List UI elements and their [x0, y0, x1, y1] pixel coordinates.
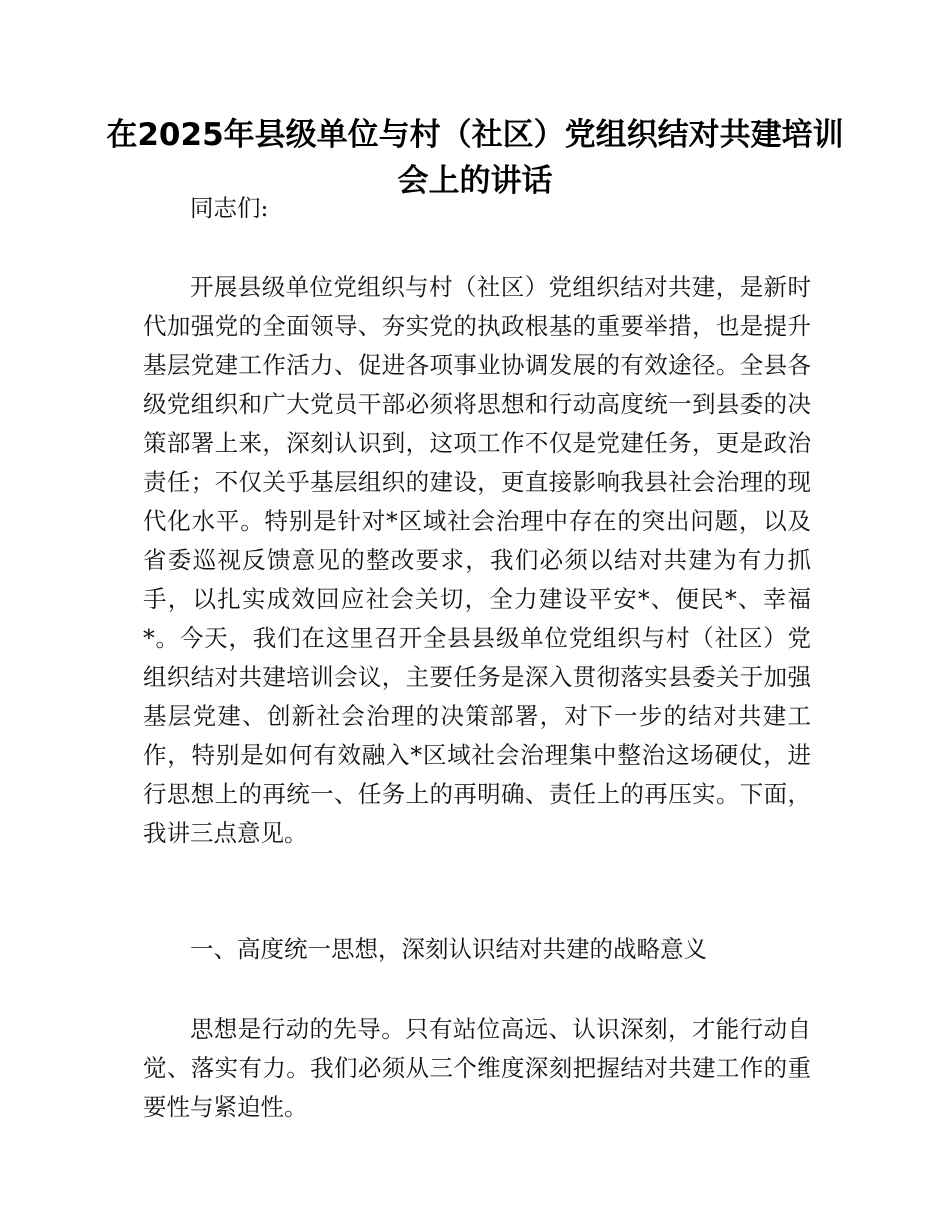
body-paragraph-1: 开展县级单位党组织与村（社区）党组织结对共建，是新时代加强党的全面领导、夯实党的执政根基的重要举措，也是提升基层党建工作活力、促进各项事业协调发展的有效途径。全县各级党组织和广大党员干部必须将思想和行动高度统一到县委的决策部署上来，深刻认识到，这项工作不仅是党建任务，更是政治责任；不仅关乎基层组织的建设，更直接影响我县社会治理的现代化水平。特别是针对*区域社会治理中存在的突出问题，以及省委巡视反馈意见的整改要求，我们必须以结对共建为有力抓手，以扎实成效回应社会关切，全力建设平安*、便民*、幸福*。今天，我们在这里召开全县县级单位党组织与村（社区）党组织结对共建培训会议，主要任务是深入贯彻落实县委关于加强基层党建、创新社会治理的决策部署，对下一步的结对共建工作，特别是如何有效融入*区域社会治理集中整治这场硬仗，进行思想上的再统一、任务上的再明确、责任上的再压实。下面，我讲三点意见。	[143, 273, 811, 847]
section-heading-1: 一、高度统一思想，深刻认识结对共建的战略意义	[190, 935, 707, 963]
document-title: 在2025年县级单位与村（社区）党组织结对共建培训会上的讲话	[106, 117, 844, 199]
body-paragraph-2: 思想是行动的先导。只有站位高远、认识深刻，才能行动自觉、落实有力。我们必须从三个维度深刻把握结对共建工作的重要性与紧迫性。	[143, 1015, 811, 1121]
salutation: 同志们:	[190, 194, 269, 222]
